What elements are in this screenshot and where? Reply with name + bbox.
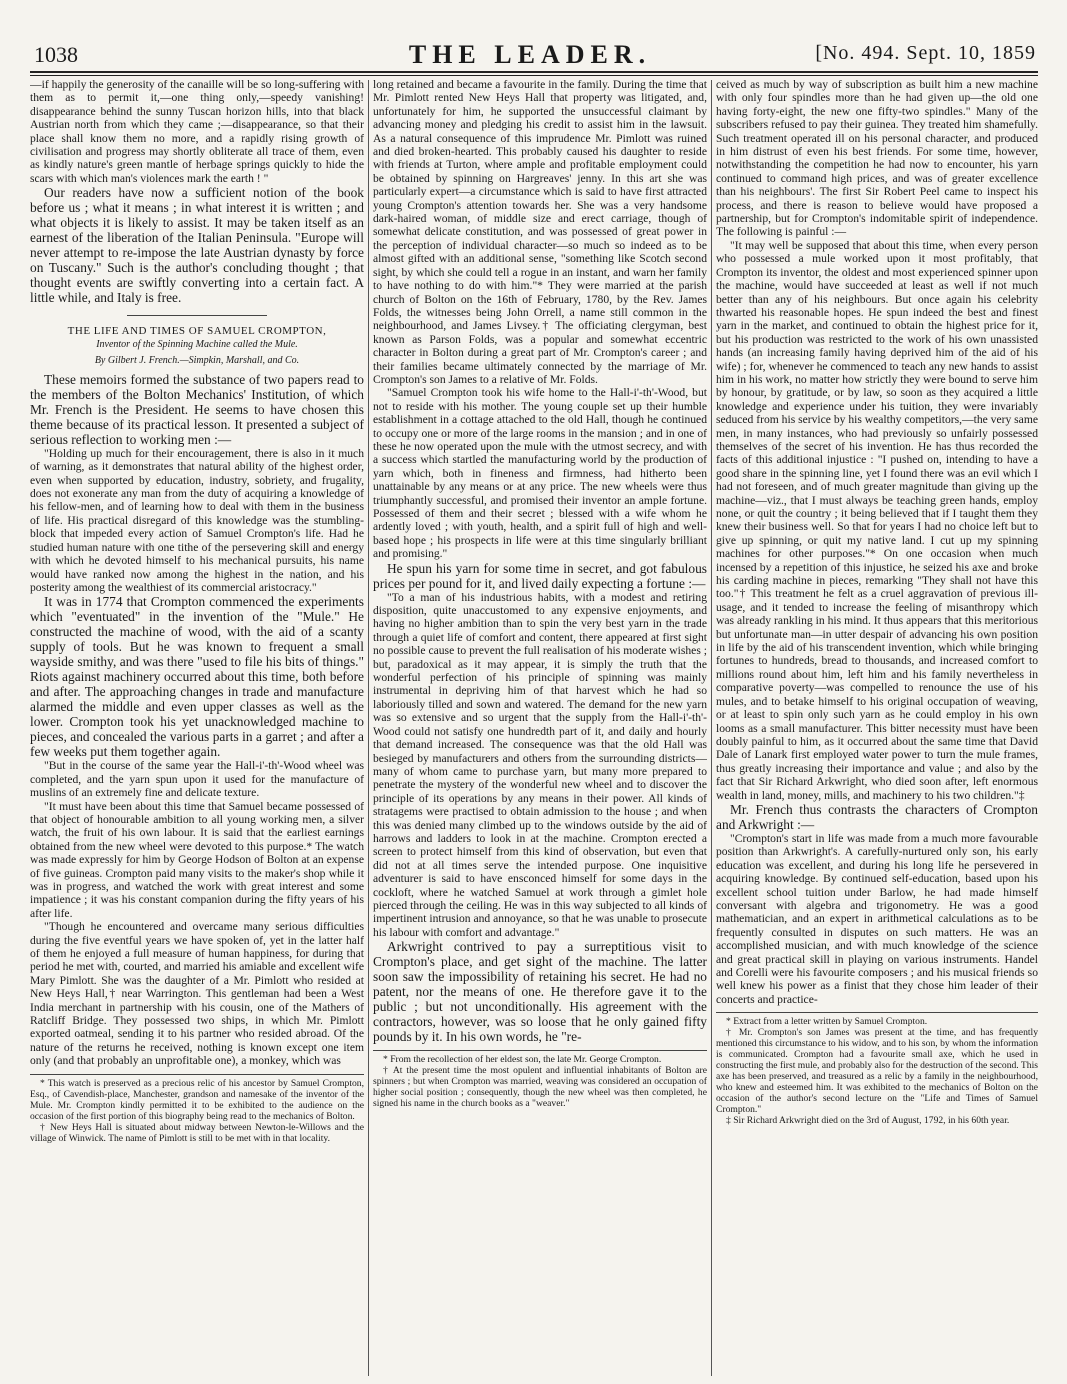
quotation: "Holding up much for their encouragement, there is also in it much of warning, as it demonstrates that natural ability of the highest order, even when supported by education, industry, sobriety, and frugality, does not exonerate any man from the duty of acquiring a knowledge of his fellow-men, and of learning how to deal with them in the business of life. His practical disregard of this knowledge was the stumbling-block that impeded every action of Samuel Crompton's life. Had he studied human nature with one tithe of the persevering skill and energy with which he devoted himself to his mechanical pursuits, his name would have ranked now among the highest in the nation, and his posterity among the wealthiest of its commercial aristocracy." [30,446,364,594]
column-2 [373,78,707,1378]
section-divider [127,315,267,316]
column-divider [711,80,712,1376]
footnote: * This watch is preserved as a precious relic of his ancestor by Samuel Crompton, Esq., of Cavendish-place, Manchester, grandson and namesake of the inventor of the Mule. Mr. Crompton kindly permitted it to be exhibited to the audience on the occasion of the first portion of this biography being read to the mechanics of Bolton. [30,1077,364,1122]
header-rule [30,71,1038,73]
footnote-rule [373,1050,707,1051]
quotation: "It may well be supposed that about this time, when every person who possessed a mule worked upon it most profitably, that Crompton its inventor, the oldest and most experienced spinner upon the machine, would have succeeded at least as well if not much better than any of his neighbours. But once again his celebrity thwarted his reasonable hopes. He spun indeed the best and finest yarn in the market, and continued to obtain the highest price for it, but his production was restricted to the work of his own unassisted hands (an increasing family having deprived him of the aid of his wife) ; for, whenever he commenced to teach any new hands to assist him in his work, no matter how strictly they were bound to serve him by honour, by gratitude, or by law, so soon as they acquired a little knowledge and experience under his tuition, they were invariably seduced from his service by his wealthy competitors,—the very same men, in many instances, who had previously so unfairly possessed themselves of the secret of his invention. He has thus recorded the facts of this additional injustice : "I pushed on, intending to have a good share in the spinning line, yet I found there was an evil which I had not foreseen, and of much greater magnitude than giving up the machine—viz., that I must always be teaching green hands, employ none, or quit the country ; it being believed that if I taught them they knew their business well. So that for years I had no choice left but to give up spinning, or quit my native land. I cut up my spinning machines for other purposes."* On one occasion when much incensed by a repetition of this injustice, he seized his axe and broke his carding machine in pieces, remarking "They shall not have this too."† This treatment he felt as a cruel aggravation of previous ill-usage, and it tended to increase the feeling of misanthropy which was already rankling in his mind. It thus appears that this meritorious but unfortunate man—in utter despair of advancing his own position in life by the aid of his transcendent invention, which while bringing fortunes to hundreds, bread to thousands, and increased comfort to millions round about him, left him and his family nevertheless in comparative poverty—was compelled to renounce the use of his mules, and to betake himself to his original occupation of weaving, or at least to spin only such yarn as he could employ in his own looms as a small manufacturer. This bitter necessity must have been doubly painful to him, as it occurred about the same time that David Dale of Lanark first employed water power to turn the mule frames, thus greatly increasing their importance and value ; and also by the fact that Sir Richard Arkwright, who died soon after, left enormous wealth in land, money, mills, and machinery to his two children."‡ [716,238,1038,802]
footnote: * From the recollection of her eldest son, the late Mr. George Crompton. [383,1054,662,1066]
quotation: "Though he encountered and overcame many serious difficulties during the five eventful years we have spoken of, yet in the latter half of them he enjoyed a full measure of human happiness, for during that period he met with, courted, and married his amiable and excellent wife Mary Pimlott. She was the daughter of a Mr. Pimlott who resided at New Heys Hall,† near Warrington. This gentleman had been a West India merchant in partnership with his cousin, one of the Mathers of Ratcliff Bridge. They possessed two ships, in which Mr. Pimlott exported oatmeal, sending it to his partner who resided abroad. Of the nature of the returns he received, nothing is known except one item only (and that probably an unprofitable one), a monkey, which was [30,920,364,1068]
footnote: † At the present time the most opulent and influential inhabitants of Bolton are spinners ; but when Crompton was married, weaving was considered an occupation of higher social position ; consequently, though the new wheel was then completed, he signed his name in the church books as a "weaver." [373,1065,707,1110]
review-subtitle: Inventor of the Spinning Machine called the Mule. [96,339,298,351]
paragraph: It was in 1774 that Crompton commenced the experiments which "eventuated" in the invention of the "Mule." He constructed the machine of wood, with the aid of a scanty supply of tools. But he was known to frequent a small wayside smithy, and was there "used to file his bits of things." Riots against machinery occurred about this time, both before and after. The approaching changes in trade and manufacture alarmed the middle and even upper classes as well as the lower. Crompton took his yet unacknowledged machine to pieces, and concealed the various parts in a garret ; and after a few weeks put them together again. [30,594,364,760]
column-3 [716,78,1038,1378]
paragraph: He spun his yarn for some time in secret, and got fabulous prices per pound for it, and lived daily expecting a fortune :— [373,560,707,591]
footnote-rule [716,1012,1038,1013]
footnote-rule [30,1074,364,1075]
paragraph: ceived as much by way of subscription as built him a new machine with only four spindles more than he had given up—the old one having forty-eight, the new one fifty-two spindles." Many of the subscribers refused to pay their guinea. They treated him shamefully. Such treatment operated ill on his personal character, and produced in him distrust of even his best friends. For some time, however, notwithstanding the competition he had now to encounter, his yarn continued to command high prices, and was of greater excellence than his neighbours'. The first Sir Robert Peel came to inspect his process, and there is reason to believe would have proposed a partnership, but for Crompton's indomitable spirit of independence. The following is painful :— [716,78,1038,239]
page-number: 1038 [34,42,78,67]
quotation: "But in the course of the same year the Hall-i'-th'-Wood wheel was completed, and the yarn spun upon it used for the manufacture of muslins of an extremely fine and delicate texture. [30,759,364,800]
column-1 [30,78,364,1378]
paragraph: Mr. French thus contrasts the characters of Crompton and Arkwright :— [716,801,1038,832]
paragraph: Our readers have now a sufficient notion of the book before us ; what it means ; in what interest it is written ; and what objects it is likely to assist. It may be taken itself as an earnest of the liberation of the Italian Peninsula. "Europe will never attempt to re-impose the late Austrian dynasty by force on Tuscany." Such is the author's concluding thought ; that thought events are swiftly converting into a certain fact. A little while, and Italy is free. [30,185,364,306]
paragraph: Arkwright contrived to pay a surreptitious visit to Crompton's place, and get sight of the machine. The latter soon saw the impossibility of retaining his secret. He had no patent, nor the means of one. He therefore gave it to the public ; but not unconditionally. His agreement with the contractors, however, was so loose that he only gained fifty pounds by it. In his own words, he "re- [373,939,707,1045]
quotation: "Samuel Crompton took his wife home to the Hall-i'-th'-Wood, but not to reside with his mother. The young couple set up their humble establishment in a cottage attached to the old Hall, though he continued to occupy one or more of the large rooms in the mansion ; and in one of these he now operated upon the mule with the utmost secrecy, and with a success which startled the manufacturing world by the production of yarn which, both in fineness and firmness, had hitherto been unattainable by any means or at any price. The new wheels were thus triumphantly successful, and promised their inventor an ample fortune. Possessed of them and their secret ; blessed with a wife whom he ardently loved ; with youth, health, and a spirit full of high and well-based hope ; his prospects in life were at this time singularly brilliant and promising." [373,386,707,561]
issue-info: [No. 494. Sept. 10, 1859 [815,42,1036,64]
review-title: THE LIFE AND TIMES OF SAMUEL CROMPTON, [67,325,327,338]
footnote: † Mr. Crompton's son James was present at the time, and has frequently mentioned this circumstance to his widow, and to his son, by whom the information is communicated. Crompton had a favourite small axe, which he used in constructing the first mule, and probably also for the destruction of the second. This axe has been preserved, and treasured as a relic by a family in the neighbourhood, who knew and esteemed him. It was exhibited to the mechanics of Bolton on the occasion of the author's second lecture on the "Life and Times of Samuel Crompton." [716,1027,1038,1116]
review-byline: By Gilbert J. French.—Simpkin, Marshall, and Co. [94,354,300,366]
quotation: "It must have been about this time that Samuel became possessed of that object of honourable ambition to all young working men, a silver watch, the fruit of his own labour. It is said that the earliest earnings obtained from the new wheel were devoted to this purpose.* The watch was made expressly for him by George Hodson of Bolton at an expense of five guineas. Crompton paid many visits to the maker's shop while it was in progress, and watched the work with great interest and some impatience ; it was his constant companion during the fifty years of his after life. [30,799,364,920]
quotation: "Crompton's start in life was made from a much more favourable position than Arkwright's. A carefully-nurtured only son, his early education was excellent, and during his long life he persevered in acquiring knowledge. By continued self-education, based upon his excellent school tuition under Barlow, he had made himself conversant with algebra and trigonometry. He was a good mathematician, and an expert in arithmetical calculations as to be frequently consulted in disputes on such matters. He was an accomplished musician, and with much knowledge of the science and great practical skill in playing on various instruments. Handel and Corelli were his favourite composers ; and his musical friends so well knew his power as a finist that they chose him leader of their concerts and practice- [716,831,1038,1006]
footnote: † New Heys Hall is situated about midway between Newton-le-Willows and the village of Winwick. The name of Pimlott is still to be met with in that locality. [30,1121,364,1144]
quotation: "To a man of his industrious habits, with a modest and retiring disposition, quite unaccustomed to any expensive enjoyments, and having no higher ambition than to spin the very best yarn in the trade through a quiet life of comfort and content, there appeared at first sight no possible cause to prevent the full realisation of his moderate wishes ; but, paradoxical as it may appear, it is simply the truth that the wonderful perfection of his principle of spinning was mainly instrumental in depriving him of that harvest which he had so laboriously tilled and sown and watered. The demand for the new yarn was so extensive and so urgent that the supply from the Hall-i'-th'-Wood could not satisfy one hundredth part of it, and daily and hourly that demand increased. The consequence was that the old Hall was besieged by manufacturers and others from the surrounding districts—many of whom came to purchase yarn, but many more prepared to penetrate the mystery of the wonderful new wheel and to discover the principle of its operations by any means in their power. All kinds of stratagems were practised to obtain admission to the house ; and when this was denied many climbed up to the windows outside by the aid of harrows and ladders to look in at the machine. Crompton erected a screen to protect himself from this kind of observation, but even that did not at all times serve the intended purpose. One inquisitive adventurer is said to have ensconced himself for some days in the cockloft, where he watched Samuel at work through a gimlet hole pierced through the ceiling. He was in this way subjected to all kinds of impertinent intrusion and annoyance, so that he was unable to prosecute his labour with comfort and advantage." [373,590,707,939]
footnote: ‡ Sir Richard Arkwright died on the 3rd of August, 1792, in his 60th year. [726,1115,1010,1127]
footnote: * Extract from a letter written by Samuel Crompton. [726,1016,928,1028]
masthead [30,38,1036,70]
column-divider [368,80,369,1376]
paragraph: long retained and became a favourite in the family. During the time that Mr. Pimlott rented New Heys Hall that property was litigated, and, unfortunately for him, he supported the unsuccessful claimant by advancing money and pledging his credit to assist him in the lawsuit. As a natural consequence of this imprudence Mr. Pimlott was ruined and died broken-hearted. This probably caused his daughter to reside with friends at Turton, where ample and profitable employment could be obtained by spinning on Hargreaves' jenny. In this art she was particularly expert—a circumstance which is said to have first attracted young Crompton's attention towards her. She was a very handsome dark-haired woman, of middle size and erect carriage, though of somewhat delicate constitution, and was possessed of great power in the perception of individual character—so much so indeed as to be almost gifted with an additional sense, "something like Scotch second sight, by which she could tell a rogue in an instant, and warn her family to have nothing to do with him."* They were married at the parish church of Bolton on the 16th of February, 1780, by the Rev. James Folds, the witnesses being John Orrell, a name still common in the neighbourhood, and James Livsey.† The officiating clergyman, best known as Parson Folds, was a popular and somewhat eccentric character in Bolton during a great part of Mr. Crompton's career ; and their families became ultimately connected by the marriage of Mr. Crompton's son James to a relative of Mr. Folds. [373,78,707,386]
paragraph: —if happily the generosity of the canaille will be so long-suffering with them as to permit it,—one thing only,—speedy vanishing! disappearance behind the sunny Tuscan horizon hills, into that black Austrian north from which they came ;—disappearance, so that their place shall know them no more, and a rapidly rising growth of civilisation and progress may shortly obliterate all trace of them, even as kindly nature's green mantle of herbage springs quickly to hide the scars with which man's violences mark the earth ! " [30,78,364,185]
paragraph: These memoirs formed the substance of two papers read to the members of the Bolton Mechanics' Institution, of which Mr. French is the President. He seems to have chosen this theme because of its practical lesson. It presented a subject of serious reflection to working men :— [30,371,364,447]
newspaper-title: THE LEADER. [408,40,652,69]
header-rule-thin [30,75,1038,76]
